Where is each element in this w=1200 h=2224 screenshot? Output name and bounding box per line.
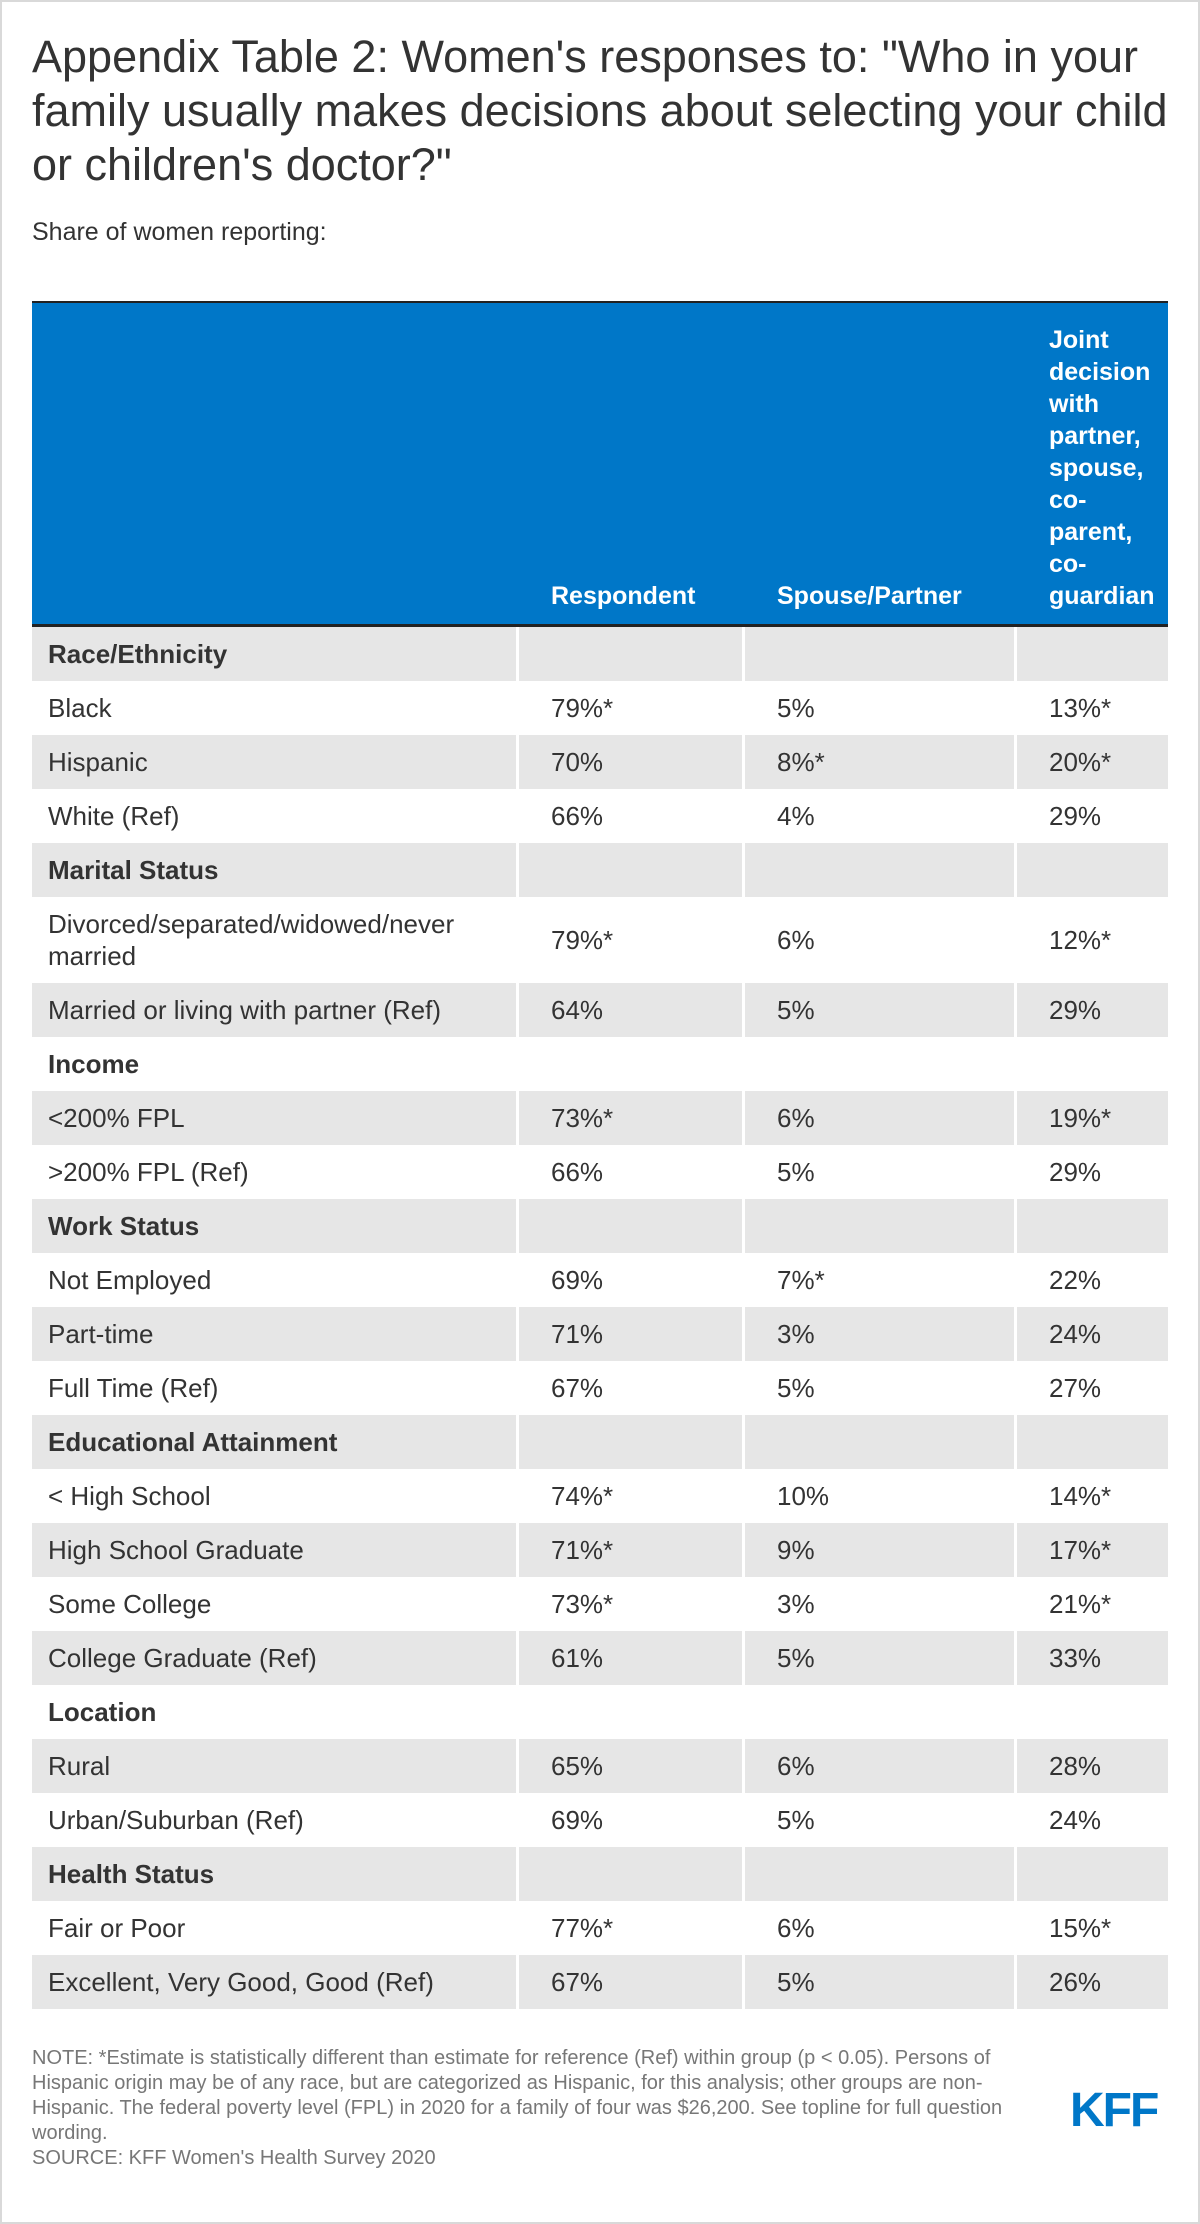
spouse-partner-cell [745, 1037, 1017, 1091]
respondent-cell [519, 627, 745, 681]
table-row [32, 1577, 1168, 1631]
row-label: >200% FPL (Ref) [32, 1145, 519, 1199]
respondent-cell: 77%* [519, 1901, 745, 1955]
spouse-partner-cell: 10% [745, 1469, 1017, 1523]
table-group-row [32, 1037, 1168, 1091]
table-row [32, 1631, 1168, 1685]
respondent-cell: 73%* [519, 1577, 745, 1631]
column-header-joint-decision: Joint decision with partner, spouse, co-parent, co-guardian [1017, 301, 1168, 627]
spouse-partner-cell: 5% [745, 1145, 1017, 1199]
respondent-cell [519, 1847, 745, 1901]
table-row [32, 1739, 1168, 1793]
table-group-row [32, 627, 1168, 681]
group-label: Marital Status [32, 843, 519, 897]
joint-decision-cell: 29% [1049, 801, 1102, 831]
spouse-partner-cell: 5% [745, 983, 1017, 1037]
spouse-partner-cell [745, 1199, 1017, 1253]
joint-decision-cell: 29% [1017, 983, 1168, 1037]
table-row [32, 1955, 1168, 2009]
row-label: Married or living with partner (Ref) [32, 983, 519, 1037]
spouse-partner-cell: 7%* [745, 1253, 1017, 1307]
row-label: White (Ref) [32, 789, 519, 843]
joint-decision-cell: 28% [1017, 1739, 1168, 1793]
joint-decision-cell [1017, 627, 1168, 681]
respondent-cell: 67% [519, 1361, 745, 1415]
respondent-cell: 71% [519, 1307, 745, 1361]
row-label: <200% FPL [32, 1091, 519, 1145]
spouse-partner-cell: 6% [745, 1091, 1017, 1145]
spouse-partner-cell [745, 1415, 1017, 1469]
table-row [32, 735, 1168, 789]
spouse-partner-cell: 3% [745, 1307, 1017, 1361]
spouse-partner-cell: 5% [745, 1361, 1017, 1415]
table-row [32, 1307, 1168, 1361]
group-label: Race/Ethnicity [32, 627, 519, 681]
table-body [32, 627, 1168, 2009]
row-label: High School Graduate [32, 1523, 519, 1577]
row-label: Excellent, Very Good, Good (Ref) [32, 1955, 519, 2009]
kff-logo [1070, 2086, 1166, 2130]
column-header-spouse-partner: Spouse/Partner [745, 301, 1017, 627]
spouse-partner-cell: 6% [745, 897, 1017, 983]
row-label: Divorced/separated/widowed/never married [32, 897, 519, 983]
source-text: SOURCE: KFF Women's Health Survey 2020 [32, 2147, 436, 2169]
respondent-cell: 61% [519, 1631, 745, 1685]
table-row [32, 1469, 1168, 1523]
spouse-partner-cell [745, 627, 1017, 681]
joint-decision-cell: 17%* [1017, 1523, 1168, 1577]
group-label: Health Status [32, 1847, 519, 1901]
row-label: Full Time (Ref) [32, 1361, 519, 1415]
group-label: Income [32, 1037, 519, 1091]
joint-decision-cell: 29% [1049, 1157, 1102, 1187]
row-label: Urban/Suburban (Ref) [32, 1793, 519, 1847]
respondent-cell: 79%* [519, 897, 745, 983]
respondent-cell [519, 1037, 745, 1091]
spouse-partner-cell [745, 843, 1017, 897]
respondent-cell: 64% [519, 983, 745, 1037]
row-label: College Graduate (Ref) [32, 1631, 519, 1685]
respondent-cell [519, 1199, 745, 1253]
table-group-row [32, 843, 1168, 897]
chart-title: Appendix Table 2: Women's responses to: "Who in your family usually makes decisions about selecting your child or children's doctor?" [32, 31, 1168, 190]
group-label: Work Status [32, 1199, 519, 1253]
spouse-partner-cell: 5% [745, 681, 1017, 735]
joint-decision-cell: 22% [1049, 1265, 1102, 1295]
logo-text: KFF [1070, 2086, 1158, 2130]
joint-decision-cell [1017, 1415, 1168, 1469]
column-header-respondent: Respondent [519, 301, 745, 627]
table-group-row [32, 1199, 1168, 1253]
joint-decision-cell: 14%* [1049, 1481, 1112, 1511]
table-row [32, 1253, 1168, 1307]
joint-decision-cell: 24% [1049, 1805, 1102, 1835]
spouse-partner-cell: 9% [745, 1523, 1017, 1577]
spouse-partner-cell [745, 1685, 1017, 1739]
data-table [32, 301, 1168, 2009]
spouse-partner-cell: 8%* [745, 735, 1017, 789]
respondent-cell: 70% [519, 735, 745, 789]
chart-subtitle: Share of women reporting: [32, 218, 327, 246]
table-group-row [32, 1415, 1168, 1469]
joint-decision-cell: 33% [1017, 1631, 1168, 1685]
table-row [32, 1091, 1168, 1145]
joint-decision-cell: 19%* [1017, 1091, 1168, 1145]
respondent-cell: 69% [519, 1253, 745, 1307]
table-row [32, 1793, 1168, 1847]
joint-decision-cell: 24% [1017, 1307, 1168, 1361]
table-row [32, 681, 1168, 735]
spouse-partner-cell [745, 1847, 1017, 1901]
row-label: Rural [32, 1739, 519, 1793]
row-label: < High School [32, 1469, 519, 1523]
row-label: Some College [32, 1577, 519, 1631]
joint-decision-cell: 12%* [1049, 925, 1112, 955]
spouse-partner-cell: 6% [745, 1901, 1017, 1955]
respondent-cell: 79%* [519, 681, 745, 735]
row-label: Fair or Poor [32, 1901, 519, 1955]
table-row [32, 789, 1168, 843]
respondent-cell [519, 843, 745, 897]
joint-decision-cell [1017, 843, 1168, 897]
respondent-cell [519, 1685, 745, 1739]
table-group-row [32, 1685, 1168, 1739]
table-header-row [32, 301, 1168, 627]
row-label: Black [32, 681, 519, 735]
respondent-cell: 65% [519, 1739, 745, 1793]
respondent-cell: 74%* [519, 1469, 745, 1523]
row-label: Hispanic [32, 735, 519, 789]
joint-decision-cell: 15%* [1049, 1913, 1112, 1943]
table-row [32, 1361, 1168, 1415]
joint-decision-cell: 26% [1017, 1955, 1168, 2009]
joint-decision-cell [1017, 1037, 1168, 1091]
respondent-cell [519, 1415, 745, 1469]
column-header-label [32, 301, 519, 627]
spouse-partner-cell: 6% [745, 1739, 1017, 1793]
respondent-cell: 66% [519, 1145, 745, 1199]
table-row [32, 1145, 1168, 1199]
joint-decision-cell [1017, 1199, 1168, 1253]
spouse-partner-cell: 5% [745, 1793, 1017, 1847]
joint-decision-cell: 27% [1049, 1373, 1102, 1403]
group-label: Location [32, 1685, 519, 1739]
respondent-cell: 69% [519, 1793, 745, 1847]
respondent-cell: 73%* [519, 1091, 745, 1145]
spouse-partner-cell: 3% [745, 1577, 1017, 1631]
row-label: Part-time [32, 1307, 519, 1361]
group-label: Educational Attainment [32, 1415, 519, 1469]
table-row [32, 1901, 1168, 1955]
respondent-cell: 71%* [519, 1523, 745, 1577]
table-row [32, 983, 1168, 1037]
spouse-partner-cell: 5% [745, 1955, 1017, 2009]
joint-decision-cell: 20%* [1017, 735, 1168, 789]
joint-decision-cell [1017, 1685, 1168, 1739]
row-label: Not Employed [32, 1253, 519, 1307]
table-group-row [32, 1847, 1168, 1901]
table-row [32, 1523, 1168, 1577]
joint-decision-cell: 21%* [1049, 1589, 1112, 1619]
joint-decision-cell [1017, 1847, 1168, 1901]
joint-decision-cell: 13%* [1049, 693, 1112, 723]
footnote [32, 2046, 1027, 2171]
respondent-cell: 66% [519, 789, 745, 843]
note-text: NOTE: *Estimate is statistically different than estimate for reference (Ref) within group (p < 0.05). Persons of Hispanic origin may be of any race, but are categorized as Hispanic, for this analysis; other groups are non-Hispanic. The federal poverty level (FPL) in 2020 for a family of four was $26,200. See topline for full question wording. [32, 2047, 1003, 2144]
respondent-cell: 67% [519, 1955, 745, 2009]
spouse-partner-cell: 5% [745, 1631, 1017, 1685]
table-row [32, 897, 1168, 983]
spouse-partner-cell: 4% [745, 789, 1017, 843]
